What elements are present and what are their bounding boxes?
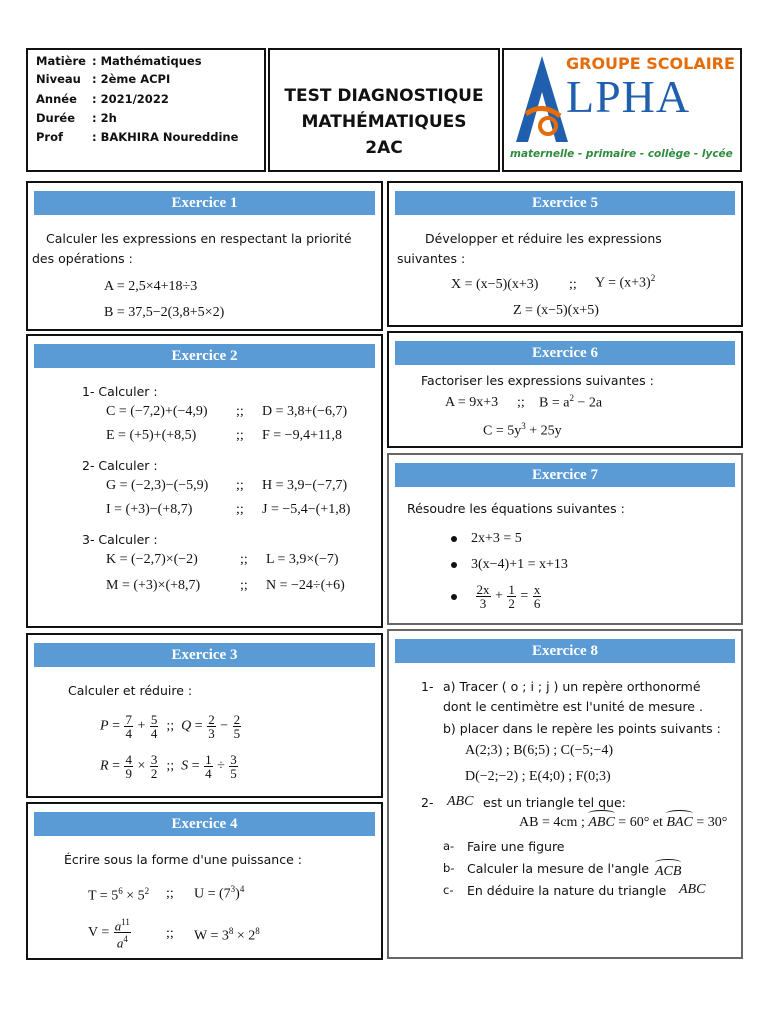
ex6-B-rest: − 2a [573,395,603,411]
ex2-sep: ;; [236,428,244,443]
ex3-R-var: R [100,758,109,774]
ex8-part-2-num: 2- [421,795,434,810]
exercise-7-box [387,453,743,625]
ex3-expression-R: R = $\frac{4}{9}$ × $\frac{3}{2}$ ;; S = $\frac{1}{4}$ ÷ $\frac{3}{5}$ [100,752,237,781]
ex7-eq1-text: 2x+3 = 5 [471,531,522,546]
ex6-expression-C [483,421,562,440]
info-value-duration: : 2h [92,111,117,125]
ex4-sep: ;; [166,926,174,941]
ex7-eq3-a-num: 2x [476,582,490,597]
ex3-sep: ;; [166,758,175,774]
ex3-R-op: × [137,758,146,774]
ex7-eq3-frac-b [507,583,516,610]
ex7-equation-1 [451,531,522,547]
ex4-expression-T [88,886,149,905]
ex8-angle-abc: ABC [588,815,615,830]
exercise-8-box [387,629,743,959]
ex8-part-2-text: est un triangle tel que: [483,795,626,810]
header-logo-box [502,48,742,172]
ex6-B-base: B = a [539,395,570,411]
exercise-2-title: Exercice 2 [34,344,375,368]
ex1-expression-B: B = 37,5−2(3,8+5×2) [104,305,225,320]
logo-tagline: maternelle - primaire - collège - lycée [510,148,733,160]
exercise-7-title: Exercice 7 [395,463,735,487]
ex3-Q-a-den: 3 [208,726,215,741]
ex3-P-a-num: 7 [125,712,132,727]
ex2-expression-I: I = (+3)−(+8,7) [106,502,193,517]
ex6-sep: ;; [517,395,525,410]
ex8-item-c-triangle: ABC [679,882,706,897]
ex3-P-a-den: 4 [125,726,132,741]
ex6-expression-A: A = 9x+3 [445,395,499,410]
ex8-item-c-text: En déduire la nature du triangle [467,883,667,898]
ex3-P-b-num: 5 [150,712,158,727]
exercise-3-title: Exercice 3 [34,643,375,667]
exercise-3-box [26,633,383,798]
exercise-8-title: Exercice 8 [395,639,735,663]
ex3-Q-a-num: 2 [208,712,215,727]
ex3-P-frac-b [150,713,159,740]
ex8-part-2-given [519,815,727,831]
ex4-T-exp1: 6 [118,886,123,896]
info-value-teacher: : BAKHIRA Noureddine [92,130,239,144]
info-value-year: : 2021/2022 [92,92,169,106]
exercise-2-box [26,334,383,628]
header-info-box [26,48,266,172]
ex7-equation-2 [451,557,568,573]
ex6-B-exp: 2 [569,393,574,403]
ex3-P-op: + [137,718,146,734]
ex8-part-2-triangle: ABC [447,794,474,809]
ex8-part-1a-l1: a) Tracer ( o ; i ; j ) un repère orthonormé [443,679,701,694]
ex3-Q-var: Q [181,718,192,734]
ex8-angle-acb: ACB [655,864,682,879]
info-value-subject: : Mathématiques [92,54,202,68]
ex7-equation-3 [451,583,542,610]
ex8-part-1-num: 1- [421,679,434,694]
ex2-expression-M: M = (+3)×(+8,7) [106,578,201,593]
ex3-R-b-num: 3 [150,752,158,767]
ex4-expression-V [88,916,132,950]
ex8-given-ab: AB = 4cm ; [519,815,585,830]
ex7-eq3-a-den: 3 [479,596,487,611]
ex8-item-a-text: Faire une figure [467,839,565,854]
ex4-W-mid: × 2 [233,928,256,944]
ex2-expression-H: H = 3,9−(−7,7) [262,478,348,493]
ex4-V-num [114,916,131,933]
ex3-S-var: S [181,758,189,774]
ex8-item-c-label: c- [443,883,454,897]
ex4-V-frac [114,916,131,950]
exercise-4-box [26,802,383,960]
ex4-V-den [114,933,131,949]
ex3-Q-b-num: 2 [233,712,241,727]
ex7-instruction: Résoudre les équations suivantes : [407,501,625,516]
bullet-icon [451,562,457,568]
ex3-S-b-den: 5 [230,766,237,781]
ex6-instruction: Factoriser les expressions suivantes : [421,373,654,388]
ex2-part-1: 1- Calculer : [82,384,158,399]
ex3-Q-b-den: 5 [233,726,241,741]
ex5-instruction-l2: suivantes : [397,251,466,266]
ex8-points-line-1: A(2;3) ; B(6;5) ; C(−5;−4) [465,743,613,758]
ex7-eq3-b-num: 1 [508,582,515,597]
ex3-P-var: P [100,718,109,734]
ex4-V-den-base: a [116,935,124,951]
ex4-U-mid: ) [235,886,240,902]
ex2-sep: ;; [236,502,244,517]
ex1-instruction-l1: Calculer les expressions en respectant la priorité [46,231,352,246]
exercise-1-title: Exercice 1 [34,191,375,215]
ex4-expression-U [194,884,244,903]
ex8-part-1b: b) placer dans le repère les points suivants : [443,721,721,736]
ex2-sep: ;; [240,552,248,567]
exercise-5-box [387,181,743,327]
exercise-4-title: Exercice 4 [34,812,375,836]
ex5-expression-X: X = (x−5)(x+3) [451,277,539,292]
ex2-part-2: 2- Calculer : [82,458,158,473]
ex2-expression-C: C = (−7,2)+(−4,9) [106,404,208,419]
ex6-C-rest: + 25y [525,423,562,439]
ex2-expression-K: K = (−2,7)×(−2) [106,552,198,567]
ex4-T-lhs: T = 5 [88,888,119,904]
ex2-part-3: 3- Calculer : [82,532,158,547]
title-line-3: 2AC [365,138,403,158]
ex2-sep: ;; [240,578,248,593]
ex3-P-frac-a [124,713,133,740]
ex8-given-bac-value: = 30° [696,815,728,830]
ex5-expression-Y [595,273,655,292]
ex4-V-lhs: V = [88,925,110,941]
ex4-instruction: Écrire sous la forme d'une puissance : [64,852,302,867]
ex3-Q-op: − [220,718,229,734]
ex7-eq3-b-den: 2 [508,596,515,611]
ex3-Q-frac-a [207,713,216,740]
ex4-V-den-exp: 4 [123,934,128,945]
ex8-item-b-text: Calculer la mesure de l'angle [467,861,650,876]
alpha-logo-icon [512,54,572,144]
ex4-sep: ;; [166,886,174,901]
ex8-item-a-label: a- [443,839,455,853]
ex5-sep: ;; [569,277,577,292]
ex1-instruction-l2: des opérations : [32,251,133,266]
ex5-Y-base: Y = (x+3) [595,275,651,291]
ex7-eq3-c-num: x [533,582,541,597]
ex6-C-exp: 3 [521,421,526,431]
ex2-expression-J: J = −5,4−(+1,8) [262,502,351,517]
ex4-T-mid: × 5 [122,888,145,904]
ex4-V-num-base: a [114,918,122,934]
ex7-eq3-equals: = [520,588,529,604]
info-value-level: : 2ème ACPI [92,72,171,86]
exercise-5-title: Exercice 5 [395,191,735,215]
exercise-6-title: Exercice 6 [395,341,735,365]
ex4-W-exp2: 8 [255,926,260,936]
exercise-6-box [387,331,743,448]
ex7-eq3-frac-c [533,583,542,610]
ex8-points-line-2: D(−2;−2) ; E(4;0) ; F(0;3) [465,769,611,784]
ex7-eq3-op: + [495,588,503,604]
ex2-sep: ;; [236,478,244,493]
ex3-S-frac-b [229,753,238,780]
ex2-expression-G: G = (−2,3)−(−5,9) [106,478,209,493]
info-label-duration: Durée [36,111,76,125]
bullet-icon [451,536,457,542]
ex3-R-frac-b [150,753,159,780]
ex2-expression-N: N = −24÷(+6) [266,578,345,593]
ex3-R-b-den: 2 [150,766,158,781]
logo-brand-main: LPHA [566,71,691,122]
ex4-W-exp1: 8 [228,926,234,936]
title-line-1: TEST DIAGNOSTIQUE [284,86,484,106]
logo-brand-top: GROUPE SCOLAIRE [566,54,735,73]
ex8-item-b-label: b- [443,861,455,875]
ex8-given-abc-value: = 60° et [618,815,663,830]
info-label-year: Année [36,92,77,106]
ex7-eq3-frac-a [476,583,491,610]
ex3-P-b-den: 4 [150,726,158,741]
ex3-R-frac-a [124,753,133,780]
ex2-expression-F: F = −9,4+11,8 [262,428,342,443]
ex2-sep: ;; [236,404,244,419]
ex8-part-1a-l2: dont le centimètre est l'unité de mesure . [443,699,703,714]
ex5-instruction-l1: Développer et réduire les expressions [425,231,662,246]
ex7-eq3-c-den: 6 [533,596,541,611]
ex2-expression-E: E = (+5)+(+8,5) [106,428,197,443]
info-label-subject: Matière [36,54,86,68]
ex3-S-a-den: 4 [205,766,212,781]
ex1-expression-A: A = 2,5×4+18÷3 [104,279,198,294]
ex7-eq2-text: 3(x−4)+1 = x+13 [471,557,568,572]
ex2-expression-D: D = 3,8+(−6,7) [262,404,348,419]
ex3-R-a-den: 9 [125,766,132,781]
ex3-S-b-num: 3 [230,752,237,767]
info-label-level: Niveau [36,72,81,86]
ex3-sep: ;; [166,718,175,734]
exercise-1-box [26,181,383,331]
ex3-expression-P: P = $\frac{7}{4}$ + $\frac{5}{4}$ ;; Q = $\frac{2}{3}$ − $\frac{2}{5}$ [100,712,241,741]
info-label-teacher: Prof [36,130,64,144]
ex4-W-lhs: W = 3 [194,928,229,944]
header-title-box [268,48,500,172]
ex4-V-num-exp: 11 [121,917,130,927]
ex3-Q-frac-b [233,713,242,740]
ex5-expression-Z: Z = (x−5)(x+5) [513,303,599,318]
ex3-instruction: Calculer et réduire : [68,683,193,698]
title-line-2: MATHÉMATIQUES [301,112,467,132]
ex4-expression-W [194,926,260,945]
ex3-S-op: ÷ [217,758,225,774]
ex4-U-exp1: 3 [230,884,236,894]
ex2-expression-L: L = 3,9×(−7) [266,552,339,567]
ex5-Y-exp: 2 [650,273,656,283]
ex3-R-a-num: 4 [125,752,132,767]
bullet-icon [451,594,457,600]
ex8-angle-bac: BAC [666,815,693,830]
ex4-T-exp2: 2 [144,886,150,896]
ex6-C-base: C = 5y [483,423,522,439]
ex3-S-frac-a [204,753,213,780]
ex3-S-a-num: 1 [205,752,212,767]
ex4-U-exp2: 4 [239,884,245,894]
ex6-expression-B [539,393,602,412]
ex4-U-lhs: U = (7 [194,886,231,902]
